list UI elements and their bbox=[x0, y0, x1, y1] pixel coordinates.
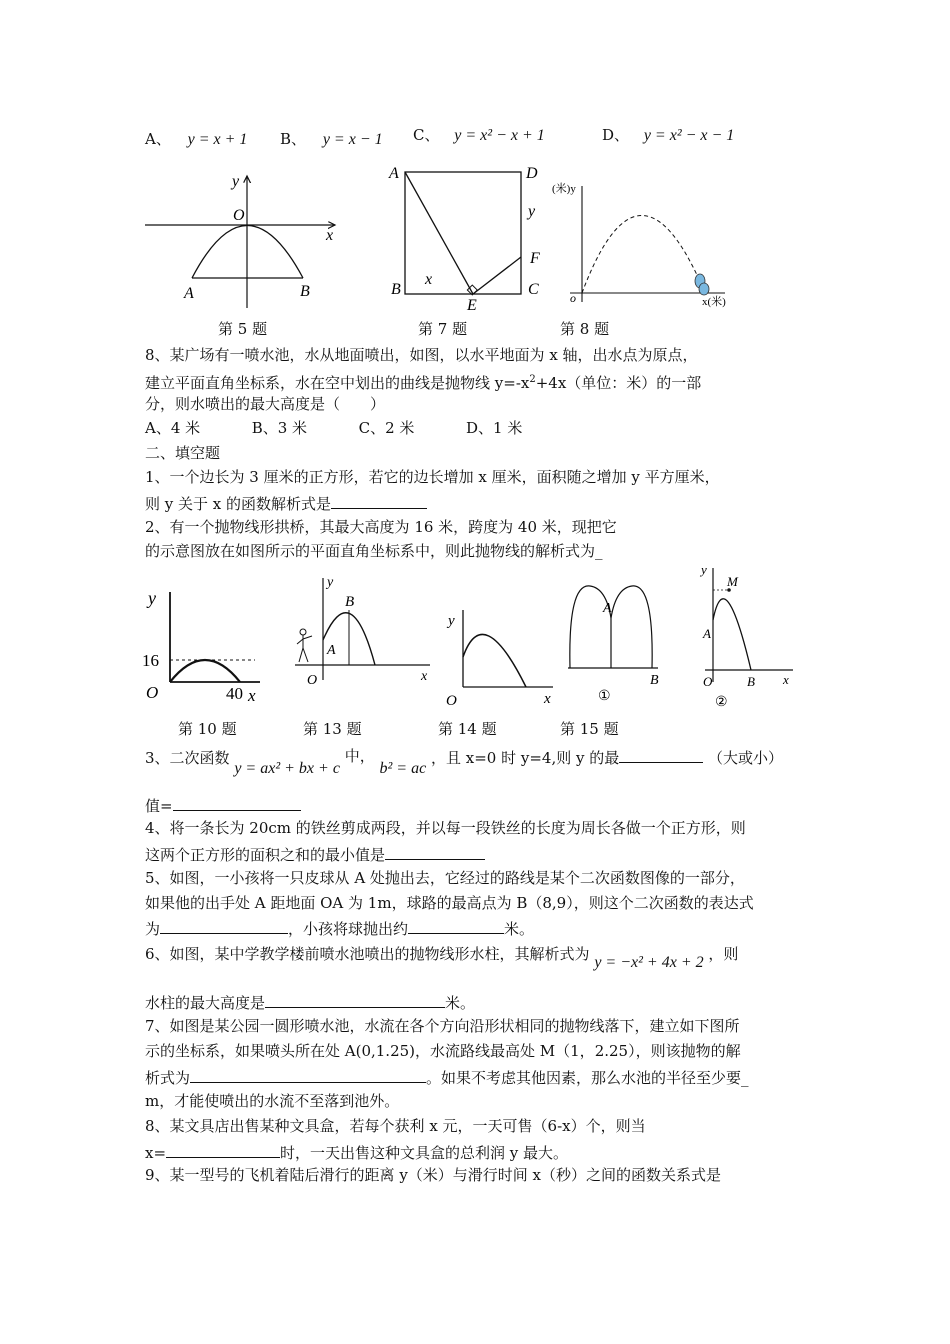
label-16: 16 bbox=[142, 651, 159, 670]
option-d: D、 y = x² − x − 1 bbox=[602, 126, 735, 144]
f7-line4: m，才能使喷出的水流不至落到池外。 bbox=[145, 1092, 400, 1110]
answer-blank-distance[interactable] bbox=[408, 917, 504, 934]
caption-fig13: 第 13 题 bbox=[303, 720, 362, 738]
f4-line2: 这两个正方形的面积之和的最小值是 bbox=[145, 843, 485, 865]
f3-expr2: b² = ac bbox=[379, 760, 427, 777]
answer-blank[interactable] bbox=[385, 843, 485, 860]
water-column bbox=[463, 634, 526, 687]
origin-label: O bbox=[703, 674, 713, 689]
q8-opt-b: B、3 米 bbox=[251, 419, 308, 437]
label-m: M bbox=[727, 574, 738, 589]
x-label: x bbox=[421, 669, 428, 684]
f5-line2: 如果他的出手处 A 距地面 OA 为 1m，球路的最高点为 B（8,9），则这个二次函数的表达式 bbox=[145, 894, 754, 912]
figure-15b bbox=[695, 560, 805, 710]
label-a: A bbox=[389, 165, 399, 182]
figure-13 bbox=[285, 570, 435, 690]
x-axis-label: x(米) bbox=[702, 296, 726, 308]
caption-fig15: 第 15 题 bbox=[560, 720, 619, 738]
figure-15 bbox=[560, 578, 670, 703]
f5-line3: 为 ，小孩将球抛出约 米。 bbox=[145, 917, 534, 939]
f8-line2: x= 时，一天出售这种文具盒的总利润 y 最大。 bbox=[145, 1141, 568, 1163]
caption-fig8: 第 8 题 bbox=[560, 320, 610, 338]
label-circle-2: ② bbox=[715, 695, 728, 710]
origin-label: O bbox=[446, 693, 457, 709]
y-label: y bbox=[448, 613, 455, 629]
q8-options bbox=[145, 418, 522, 438]
f2-line2: 的示意图放在如图所示的平面直角坐标系中，则此抛物线的解析式为_ bbox=[145, 542, 603, 560]
answer-blank[interactable] bbox=[265, 991, 445, 1008]
q8-line1: 8、某广场有一喷水池，水从地面喷出，如图，以水平地面为 x 轴，出水点为原点， bbox=[145, 346, 698, 364]
option-a: A、 y = x + 1 bbox=[145, 130, 248, 148]
caption-fig7: 第 7 题 bbox=[418, 320, 468, 338]
option-d-expr: y = x² − x − 1 bbox=[643, 127, 735, 144]
parabola bbox=[170, 660, 240, 682]
y-label: y bbox=[701, 562, 707, 577]
q8-line3: 分，则水喷出的最大高度是（ ） bbox=[145, 395, 386, 413]
q8-opt-c: C、2 米 bbox=[358, 419, 415, 437]
segment-ae bbox=[405, 172, 473, 294]
f5-line1: 5、如图，一小孩将一只皮球从 A 处抛出去，它经过的路线是某个二次函数图像的一部分， bbox=[145, 869, 745, 887]
label-circle-1: ① bbox=[598, 689, 611, 704]
dashed-trajectory bbox=[582, 216, 705, 294]
origin-label: o bbox=[570, 291, 576, 305]
x-label: x bbox=[326, 227, 334, 244]
f6-expr: y = −x² + 4x + 2 bbox=[594, 954, 704, 971]
water-drop-2 bbox=[699, 283, 709, 295]
left-arc bbox=[570, 586, 611, 668]
label-b: B bbox=[391, 281, 401, 298]
figure-7 bbox=[385, 160, 555, 314]
f2-line1: 2、有一个抛物线形拱桥，其最大高度为 16 米，跨度为 40 米，现把它 bbox=[145, 518, 617, 536]
answer-blank[interactable] bbox=[619, 746, 703, 763]
label-e: E bbox=[467, 297, 477, 314]
label-40: 40 bbox=[226, 684, 243, 703]
x-label: x bbox=[783, 672, 789, 687]
x-label: x bbox=[248, 686, 256, 705]
f7-line1: 7、如图是某公园一圆形喷水池，水流在各个方向沿形状相同的抛物线落下，建立如下图所 bbox=[145, 1017, 740, 1035]
origin-label: O bbox=[233, 207, 245, 224]
label-f: F bbox=[530, 250, 540, 267]
answer-blank-expr[interactable] bbox=[160, 917, 288, 934]
option-b: B、 y = x − 1 bbox=[280, 130, 383, 148]
answer-blank[interactable] bbox=[331, 492, 427, 509]
label-d: D bbox=[526, 165, 538, 182]
label-b: B bbox=[747, 674, 755, 689]
f3-line2: 值= bbox=[145, 794, 301, 816]
label-b: B bbox=[650, 673, 659, 688]
origin-label: O bbox=[146, 683, 159, 702]
q8-line2: 建立平面直角坐标系，水在空中划出的曲线是抛物线 $y=-x^2+4x$（单位：米）的一部 bbox=[145, 374, 702, 392]
f9-line1: 9、某一型号的飞机着陆后滑行的距离 y（米）与滑行时间 x（秒）之间的函数关系式是 bbox=[145, 1166, 722, 1184]
water-arc bbox=[713, 599, 751, 670]
caption-fig14: 第 14 题 bbox=[438, 720, 497, 738]
label-a: A bbox=[703, 626, 711, 641]
figure-10 bbox=[140, 582, 265, 707]
f4-line1: 4、将一条长为 20cm 的铁丝剪成两段，并以每一段铁丝的长度为周长各做一个正方形，则 bbox=[145, 819, 746, 837]
y-label: y bbox=[232, 173, 240, 190]
origin-label: O bbox=[307, 673, 318, 688]
f1-line2: 则 y 关于 x 的函数解析式是 bbox=[145, 492, 427, 514]
label-b: B bbox=[345, 594, 355, 610]
label-y: y bbox=[528, 203, 536, 220]
label-x: x bbox=[425, 271, 433, 288]
label-a: A bbox=[603, 601, 612, 616]
figure-5 bbox=[140, 168, 350, 313]
right-arc bbox=[611, 586, 652, 668]
figure-8 bbox=[550, 178, 750, 310]
segment-ef bbox=[473, 257, 521, 294]
option-c-expr: y = x² − x + 1 bbox=[454, 127, 545, 144]
label-a: A bbox=[327, 643, 336, 658]
y-label: y bbox=[148, 588, 156, 608]
f3-expr1: y = ax² + bx + c bbox=[234, 760, 340, 777]
label-c: C bbox=[528, 281, 539, 298]
q8-opt-d: D、1 米 bbox=[465, 419, 523, 437]
answer-blank[interactable] bbox=[173, 794, 301, 811]
f6-line2: 水柱的最大高度是 米。 bbox=[145, 991, 475, 1013]
f7-line3: 析式为 。如果不考虑其他因素，那么水池的半径至少要_ bbox=[145, 1066, 749, 1088]
option-c: C、 y = x² − x + 1 bbox=[413, 126, 545, 144]
f8-line1: 8、某文具店出售某种文具盒，若每个获利 x 元，一天可售（6-x）个，则当 bbox=[145, 1117, 646, 1135]
answer-blank-expr[interactable] bbox=[190, 1066, 426, 1083]
section-heading: 二、填空题 bbox=[145, 444, 221, 462]
y-axis-label: (米)y bbox=[552, 183, 576, 195]
f3-line1: 3、二次函数 y = ax² + bx + c 中， b² = ac ，且 x=0 时 y=4,则 y 的最 （大或小） bbox=[145, 747, 784, 777]
child-figure bbox=[297, 629, 312, 662]
answer-blank[interactable] bbox=[166, 1141, 280, 1158]
f1-line1: 1、一个边长为 3 厘米的正方形，若它的边长增加 x 厘米，面积随之增加 y 平方厘米， bbox=[145, 468, 720, 486]
f6-line1: 6、如图，某中学教学楼前喷水池喷出的抛物线形水柱，其解析式为 y = −x² + 4x + 2 ，则 bbox=[145, 945, 739, 971]
y-label: y bbox=[327, 575, 334, 590]
figure-14 bbox=[438, 605, 558, 710]
x-label: x bbox=[544, 691, 551, 707]
point-b-label: B bbox=[300, 283, 310, 300]
caption-fig5: 第 5 题 bbox=[218, 320, 268, 338]
q8-opt-a: A、4 米 bbox=[145, 419, 201, 437]
option-b-expr: y = x − 1 bbox=[322, 131, 383, 148]
point-a-label: A bbox=[184, 285, 194, 302]
f7-line2: 示的坐标系，如果喷头所在处 A(0,1.25)，水流路线最高处 M（1，2.25），则该抛物的解 bbox=[145, 1042, 741, 1060]
option-a-expr: y = x + 1 bbox=[187, 131, 248, 148]
caption-fig10: 第 10 题 bbox=[178, 720, 237, 738]
